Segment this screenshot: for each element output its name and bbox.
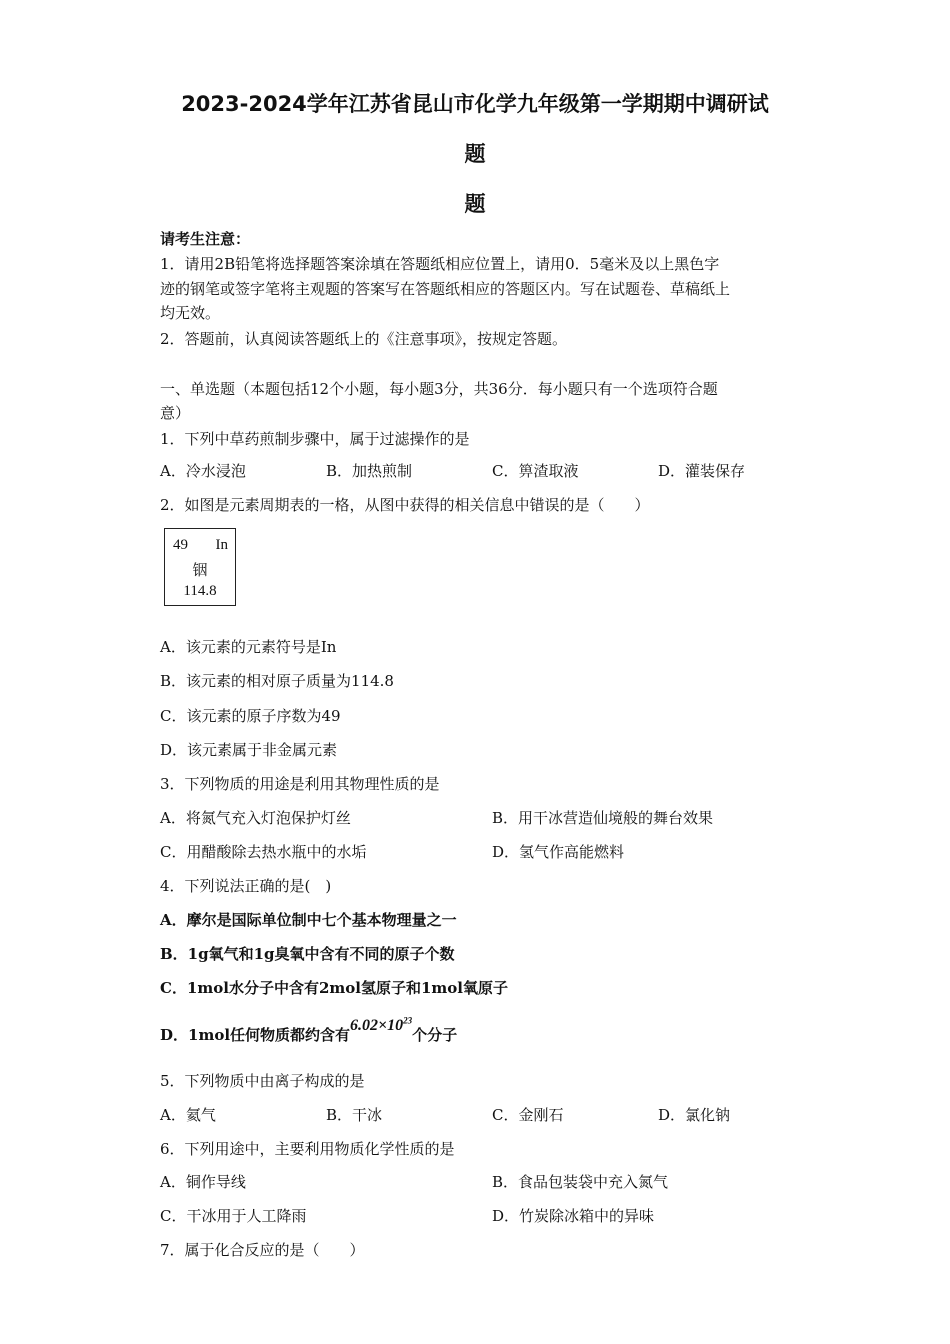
q1-option-b: B．加热煎制: [326, 462, 413, 480]
q4-option-d-suffix: 个分子: [412, 1026, 458, 1044]
q5-option-c: C．金刚石: [492, 1106, 564, 1124]
q1-option-a: A．冷水浸泡: [160, 462, 246, 480]
formula-base: 6.02×10: [350, 1017, 404, 1034]
page-title: 2023-2024学年江苏省昆山市化学九年级第一学期期中调研试: [181, 92, 769, 116]
question-2-stem: 2．如图是元素周期表的一格，从图中获得的相关信息中错误的是（ ）: [160, 496, 650, 514]
q1-option-d: D．灌装保存: [658, 462, 746, 480]
question-4-stem: 4．下列说法正确的是( ): [160, 877, 332, 895]
notice-item-1: 1．请用2B铅笔将选择题答案涂填在答题纸相应位置上，请用0．5毫米及以上黑色字: [160, 255, 720, 273]
section-heading: 一、单选题（本题包括12个小题，每小题3分，共36分．每小题只有一个选项符合题: [160, 380, 718, 398]
q5-option-b: B．干冰: [326, 1106, 383, 1124]
question-1-stem: 1．下列中草药煎制步骤中，属于过滤操作的是: [160, 430, 470, 448]
q6-option-d: D．竹炭除冰箱中的异味: [492, 1207, 655, 1225]
question-3-stem: 3．下列物质的用途是利用其物理性质的是: [160, 775, 440, 793]
q2-option-c: C．该元素的原子序数为49: [160, 707, 341, 725]
q1-option-c: C．箅渣取液: [492, 462, 579, 480]
question-6-stem: 6．下列用途中，主要利用物质化学性质的是: [160, 1140, 455, 1158]
q4-option-a: A．摩尔是国际单位制中七个基本物理量之一: [160, 911, 457, 929]
q3-option-d: D．氢气作高能燃料: [492, 843, 625, 861]
q3-option-b: B．用干冰营造仙境般的舞台效果: [492, 809, 714, 827]
q6-option-a: A．铜作导线: [160, 1173, 246, 1191]
page-title-cont: 题: [464, 142, 486, 166]
q5-option-a: A．氦气: [160, 1106, 216, 1124]
notice-item-1-line-3: 均无效。: [160, 304, 221, 322]
notice-heading: 请考生注意：: [160, 230, 251, 248]
question-7-stem: 7．属于化合反应的是（ ）: [160, 1241, 365, 1259]
avogadro-formula: [350, 1017, 412, 1034]
q4-option-b: B．1g氧气和1g臭氧中含有不同的原子个数: [160, 945, 455, 963]
q4-option-c: C．1mol水分子中含有2mol氢原子和1mol氧原子: [160, 979, 508, 997]
q2-option-b: B．该元素的相对原子质量为114.8: [160, 672, 394, 690]
q2-option-a: A．该元素的元素符号是In: [160, 638, 337, 656]
atomic-number: 49: [173, 537, 188, 553]
q3-option-c: C．用醋酸除去热水瓶中的水垢: [160, 843, 367, 861]
q6-option-c: C．干冰用于人工降雨: [160, 1207, 307, 1225]
element-name: 铟: [192, 563, 208, 579]
q4-option-d: [160, 1015, 458, 1045]
page-title-cont-2: 题: [464, 192, 486, 216]
q2-option-d: D．该元素属于非金属元素: [160, 741, 338, 759]
question-5-stem: 5．下列物质中由离子构成的是: [160, 1072, 365, 1090]
q4-option-d-text: D．1mol任何物质都约含有: [160, 1026, 351, 1044]
notice-item-2: 2．答题前，认真阅读答题纸上的《注意事项》，按规定答题。: [160, 330, 568, 348]
notice-item-1-line-2: 迹的钢笔或签字笔将主观题的答案写在答题纸相应的答题区内。写在试题卷、草稿纸上: [160, 280, 731, 298]
q5-option-d: D．氯化钠: [658, 1106, 731, 1124]
q6-option-b: B．食品包装袋中充入氮气: [492, 1173, 669, 1191]
periodic-table-cell: [164, 528, 236, 606]
atomic-mass: 114.8: [183, 583, 217, 599]
section-heading-line-2: 意）: [160, 404, 191, 422]
formula-exponent: 23: [403, 1015, 413, 1026]
element-symbol: In: [215, 537, 228, 553]
q3-option-a: A．将氮气充入灯泡保护灯丝: [160, 809, 351, 827]
